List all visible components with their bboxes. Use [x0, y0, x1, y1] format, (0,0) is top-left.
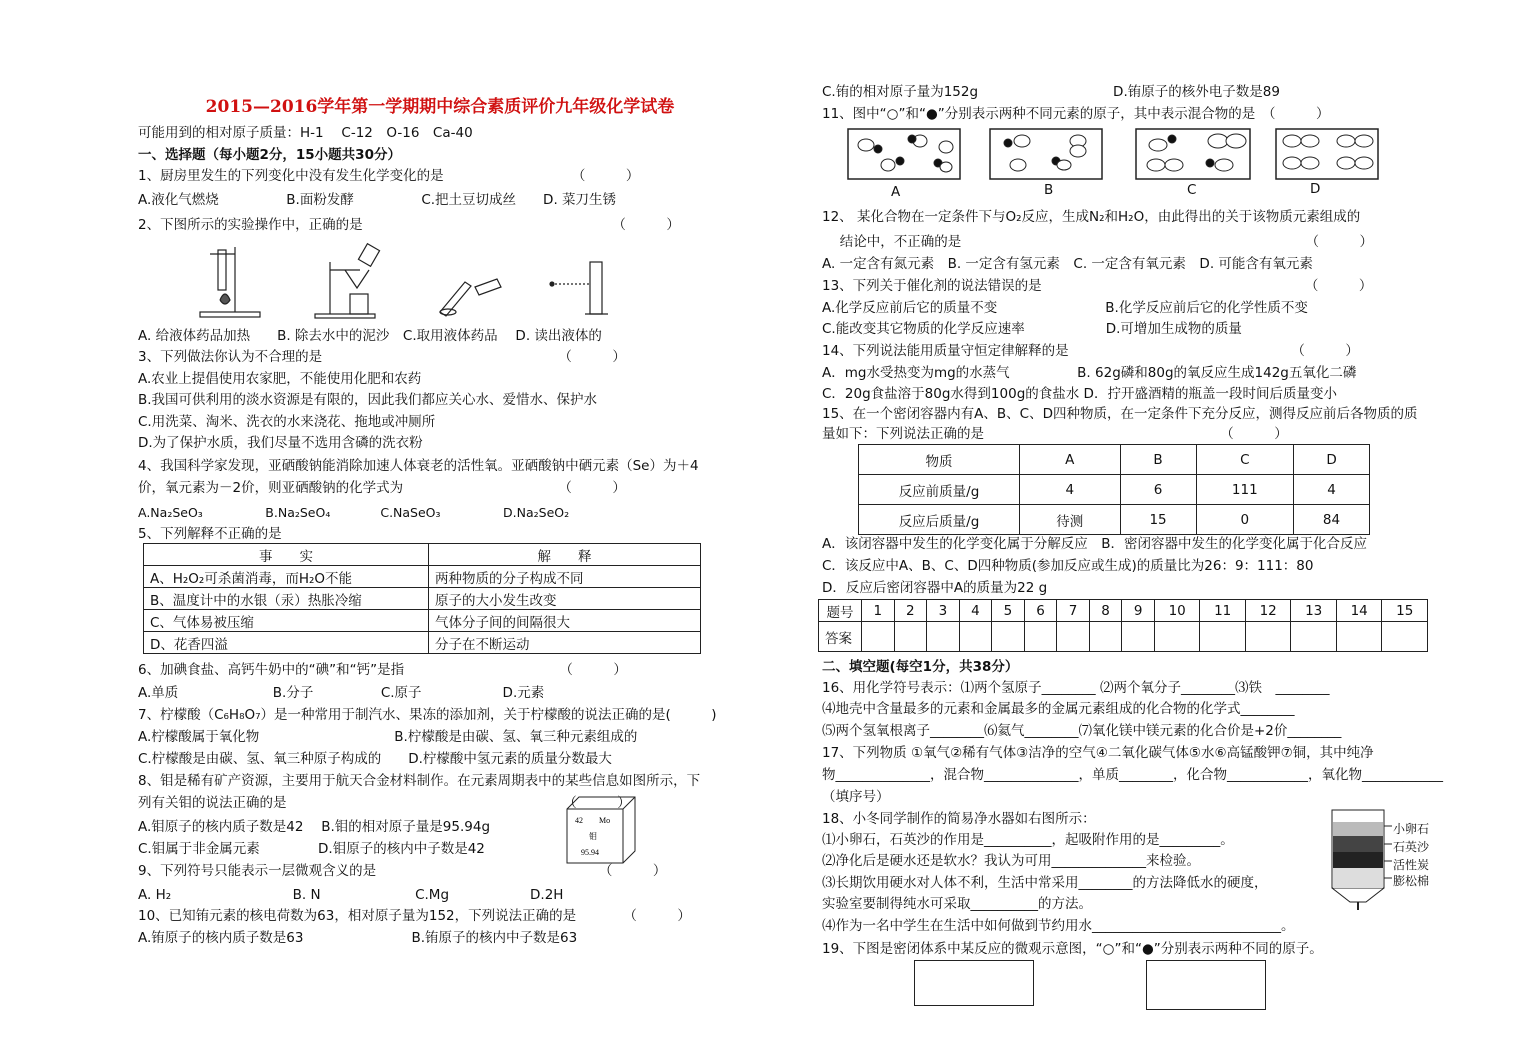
q15-header-d: D: [1294, 445, 1370, 475]
q15-option-d: D．反应后密闭容器中A的质量为22 g: [822, 580, 1048, 596]
q2: 2、下图所示的实验操作中，正确的是 （ ）: [138, 217, 680, 233]
grid-question-12: 12: [1245, 600, 1291, 622]
grid-header-label: 题号: [819, 600, 862, 622]
q11: 11、图中“○”和“●”分别表示两种不同元素的原子，其中表示混合物的是 （ ）: [822, 106, 1330, 122]
q1: 1、厨房里发生的下列变化中没有发生化学变化的是 （ ）: [138, 168, 640, 184]
grid-question-9: 9: [1122, 600, 1155, 622]
q18-item3: ⑶长期饮用硬水对人体不利，生活中常采用________的方法降低水的硬度，: [822, 875, 1268, 891]
q10: 10、已知铕元素的核电荷数为63，相对原子量为152，下列说法正确的是 （ ）: [138, 908, 691, 924]
label-activated-carbon: 活性炭: [1393, 858, 1430, 872]
grid-answer-cell-10[interactable]: [1154, 622, 1200, 652]
q11-label-b: B: [1044, 182, 1054, 198]
reading-volume-icon: [550, 262, 608, 314]
pebbles-layer: [1333, 822, 1383, 836]
answer-grid: [818, 599, 1428, 652]
grid-answer-cell-8[interactable]: [1089, 622, 1122, 652]
heating-liquid-icon: [200, 247, 260, 317]
q15-after-a: 待测: [1020, 505, 1121, 535]
grid-answer-cell-3[interactable]: [927, 622, 960, 652]
label-cotton: 膨松棉: [1393, 874, 1430, 888]
q8-line2: 列有关钼的说法正确的是 （ ）: [138, 795, 631, 811]
charcoal-layer: [1333, 852, 1383, 868]
grid-question-5: 5: [992, 600, 1025, 622]
q2-options: A. 给液体药品加热 B. 除去水中的泥沙 C.取用液体药品 D. 读出液体的: [138, 328, 602, 344]
grid-answer-cell-6[interactable]: [1024, 622, 1057, 652]
q3-option-a: A.农业上提倡使用农家肥，不能使用化肥和农药: [138, 371, 422, 387]
mo-mass: 95.94: [581, 848, 599, 857]
q5-table: [143, 543, 701, 654]
grid-answer-cell-11[interactable]: [1200, 622, 1246, 652]
section-fill-heading: 二、填空题(每空1分，共38分）: [822, 659, 1019, 675]
q18: 18、小冬同学制作的简易净水器如右图所示：: [822, 811, 1096, 827]
reaction-box-after: [1146, 960, 1266, 1010]
cotton-layer: [1333, 868, 1383, 888]
grid-answer-cell-4[interactable]: [959, 622, 992, 652]
q11-label-a: A: [891, 184, 901, 200]
q16-line1: 16、用化学符号表示：⑴两个氢原子________ ⑵两个氧分子________⑶铁 ________: [822, 680, 1330, 696]
grid-question-10: 10: [1154, 600, 1200, 622]
q12-line2: 结论中，不正确的是 （ ）: [822, 234, 1374, 250]
q7: 7、柠檬酸（C₆H₈O₇）是一种常用于制汽水、果冻的添加剂，关于柠檬酸的说法正确的是( ): [138, 707, 717, 723]
q5-explain-c: 气体分子间的间隔很大: [429, 610, 701, 632]
q8-line1: 8、钼是稀有矿产资源，主要用于航天合金材料制作。在元素周期表中的某些信息如图所示，下: [138, 773, 701, 789]
q5-fact-c: C、气体易被压缩: [144, 610, 429, 632]
q7-options-cd: C.柠檬酸是由碳、氢、氧三种原子构成的 D.柠檬酸中氢元素的质量分数最大: [138, 751, 612, 767]
q3-option-c: C.用洗菜、淘米、洗衣的水来浇花、拖地或冲厕所: [138, 414, 436, 430]
molybdenum-element-card: [565, 795, 637, 867]
q15-line2: 量如下：下列说法正确的是 （ ）: [822, 426, 1288, 442]
q15-header-b: B: [1120, 445, 1196, 475]
grid-question-7: 7: [1057, 600, 1090, 622]
q3: 3、下列做法你认为不合理的是 （ ）: [138, 349, 626, 365]
grid-question-3: 3: [927, 600, 960, 622]
grid-question-2: 2: [894, 600, 927, 622]
q16-line2: ⑷地壳中含量最多的元素和金属最多的金属元素组成的化合物的化学式________: [822, 701, 1295, 717]
box-c-particles: [1147, 134, 1246, 171]
sand-layer: [1333, 836, 1383, 852]
q14: 14、下列说法能用质量守恒定律解释的是 （ ）: [822, 343, 1359, 359]
grid-question-15: 15: [1382, 600, 1428, 622]
q5-explain-a: 两种物质的分子构成不同: [429, 566, 701, 588]
box-b-particles: [1004, 135, 1086, 171]
q15-mass-table: [858, 444, 1370, 535]
q13-options-ab: A.化学反应前后它的质量不变 B.化学反应前后它的化学性质不变: [822, 300, 1308, 316]
q5-explain-b: 原子的大小发生改变: [429, 588, 701, 610]
q4-line1: 4、我国科学家发现，亚硒酸钠能消除加速人体衰老的活性氧。亚硒酸钠中硒元素（Se）为＋4: [138, 458, 699, 474]
q1-options: A.液化气燃烧 B.面粉发酵 C.把土豆切成丝 D. 菜刀生锈: [138, 192, 617, 208]
lab-operation-figures: [190, 242, 660, 320]
grid-answer-cell-15[interactable]: [1382, 622, 1428, 652]
grid-answer-cell-7[interactable]: [1057, 622, 1090, 652]
q19: 19、下图是密闭体系中某反应的微观示意图，“○”和“●”分别表示两种不同的原子。: [822, 941, 1323, 957]
grid-question-4: 4: [959, 600, 992, 622]
q11-label-c: C: [1187, 182, 1197, 198]
grid-question-13: 13: [1291, 600, 1337, 622]
reaction-box-before: [914, 960, 1034, 1006]
label-quartz-sand: 石英沙: [1393, 840, 1430, 854]
q18-item3b: 实验室要制得纯水可采取__________的方法。: [822, 896, 1092, 912]
q5: 5、下列解释不正确的是: [138, 526, 282, 542]
grid-answer-cell-9[interactable]: [1122, 622, 1155, 652]
q11-particle-diagrams: [846, 127, 1386, 197]
q7-options-ab: A.柠檬酸属于氧化物 B.柠檬酸是由碳、氢、氧三种元素组成的: [138, 729, 638, 745]
box-a-particles: [858, 135, 953, 172]
q4-line2: 价，氧元素为－2价，则亚硒酸钠的化学式为 （ ）: [138, 480, 626, 496]
q18-item2: ⑵净化后是硬水还是软水？我认为可用______________来检验。: [822, 853, 1200, 869]
q17-note: （填序号）: [822, 789, 890, 805]
q15-before-a: 4: [1020, 475, 1121, 505]
pouring-liquid-icon: [440, 279, 501, 316]
q15-after-c: 0: [1196, 505, 1294, 535]
q5-fact-d: D、花香四溢: [144, 632, 429, 654]
box-d-particles: [1283, 135, 1373, 169]
q9-options: A. H₂ B. N C.Mg D.2H: [138, 887, 564, 903]
q15-after-label: 反应后质量/g: [859, 505, 1020, 535]
q15-after-d: 84: [1294, 505, 1370, 535]
atomic-mass-line: 可能用到的相对原子质量：H-1 C-12 O-16 Ca-40: [138, 125, 473, 141]
q16-line3: ⑸两个氢氧根离子________⑹氦气________⑺氧化镁中镁元素的化合价是+2价________: [822, 723, 1342, 739]
grid-question-8: 8: [1089, 600, 1122, 622]
q15-option-c: C．该反应中A、B、C、D四种物质(参加反应或生成)的质量比为26：9：111：80: [822, 558, 1314, 574]
grid-answer-cell-13[interactable]: [1291, 622, 1337, 652]
q15-after-b: 15: [1120, 505, 1196, 535]
mo-symbol: Mo: [599, 816, 611, 825]
q11-label-d: D: [1310, 181, 1321, 197]
q12-options: A. 一定含有氮元素 B. 一定含有氢元素 C. 一定含有氧元素 D. 可能含有氧元素: [822, 256, 1313, 272]
q18-item1: ⑴小卵石，石英沙的作用是__________，起吸附作用的是_________。: [822, 832, 1234, 848]
grid-answer-cell-12[interactable]: [1245, 622, 1291, 652]
q15-line1: 15、在一个密闭容器内有A、B、C、D四种物质，在一定条件下充分反应，测得反应前后各物质的质: [822, 406, 1418, 422]
q14-options-ab: A．mg水受热变为mg的水蒸气 B. 62g磷和80g的氧反应生成142g五氧化二磷: [822, 365, 1357, 381]
q4-options: A.Na₂SeO₃ B.Na₂SeO₄ C.NaSeO₃ D.Na₂SeO₂: [138, 505, 570, 520]
q15-header-a: A: [1020, 445, 1121, 475]
grid-answer-cell-14[interactable]: [1336, 622, 1382, 652]
q5-header-explanation: 解 释: [429, 544, 701, 566]
filtering-icon: [315, 244, 380, 318]
q6-options: A.单质 B.分子 C.原子 D.元素: [138, 685, 545, 701]
grid-question-6: 6: [1024, 600, 1057, 622]
q5-header-fact: 事 实: [144, 544, 429, 566]
q5-fact-a: A、H₂O₂可杀菌消毒，而H₂O不能: [144, 566, 429, 588]
q17-line1: 17、下列物质 ①氧气②稀有气体③洁净的空气④二氧化碳气体⑤水⑥高锰酸钾⑦铜，其中纯净: [822, 745, 1374, 761]
q6: 6、加碘食盐、高钙牛奶中的“碘”和“钙”是指 （ ）: [138, 662, 627, 678]
q8-options-ab: A.钼原子的核内质子数是42 B.钼的相对原子量是95.94g: [138, 819, 491, 835]
grid-answer-cell-5[interactable]: [992, 622, 1025, 652]
q10-options-ab: A.铕原子的核内质子数是63 B.铕原子的核内中子数是63: [138, 930, 578, 946]
grid-answer-cell-1[interactable]: [862, 622, 895, 652]
q15-before-c: 111: [1196, 475, 1294, 505]
exam-title: 2015—2016学年第一学期期中综合素质评价九年级化学试卷: [205, 97, 675, 117]
grid-question-1: 1: [862, 600, 895, 622]
q8-options-cd: C.钼属于非金属元素 D.钼原子的核内中子数是42: [138, 841, 485, 857]
q15-header-substance: 物质: [859, 445, 1020, 475]
q14-options-cd: C．20g食盐溶于80g水得到100g的食盐水 D．拧开盛酒精的瓶盖一段时间后质量变小: [822, 386, 1337, 402]
q9: 9、下列符号只能表示一层微观含义的是 （ ）: [138, 863, 667, 879]
q10-options-cd: C.铕的相对原子量为152g D.铕原子的核外电子数是89: [822, 84, 1280, 100]
q18-item4: ⑷作为一名中学生在生活中如何做到节约用水____________________________。: [822, 918, 1295, 934]
q15-before-b: 6: [1120, 475, 1196, 505]
q15-options-ab: A．该闭容器中发生的化学变化属于分解反应 B．密闭容器中发生的化学变化属于化合反应: [822, 536, 1367, 552]
q13: 13、下列关于催化剂的说法错误的是 （ ）: [822, 278, 1373, 294]
grid-question-14: 14: [1336, 600, 1382, 622]
grid-answer-label: 答案: [819, 622, 862, 652]
mo-number: 42: [575, 816, 583, 825]
q5-explain-d: 分子在不断运动: [429, 632, 701, 654]
grid-question-11: 11: [1200, 600, 1246, 622]
section-choice-heading: 一、选择题（每小题2分，15小题共30分）: [138, 147, 401, 163]
q12-line1: 12、 某化合物在一定条件下与O₂反应，生成N₂和H₂O，由此得出的关于该物质元素组成的: [822, 209, 1361, 225]
q13-options-cd: C.能改变其它物质的化学反应速率 D.可增加生成物的质量: [822, 321, 1242, 337]
grid-answer-cell-2[interactable]: [894, 622, 927, 652]
q3-option-b: B.我国可供利用的淡水资源是有限的，因此我们都应关心水、爱惜水、保护水: [138, 392, 598, 408]
mo-name: 钼: [589, 832, 597, 841]
q5-fact-b: B、温度计中的水银（汞）热胀冷缩: [144, 588, 429, 610]
q15-before-d: 4: [1294, 475, 1370, 505]
label-pebbles: 小卵石: [1393, 822, 1430, 836]
q15-header-c: C: [1196, 445, 1294, 475]
q15-before-label: 反应前质量/g: [859, 475, 1020, 505]
q3-option-d: D.为了保护水质，我们尽量不选用含磷的洗衣粉: [138, 435, 423, 451]
q17-line2: 物______________，混合物______________，单质________，化合物____________，氧化物____________: [822, 767, 1443, 783]
